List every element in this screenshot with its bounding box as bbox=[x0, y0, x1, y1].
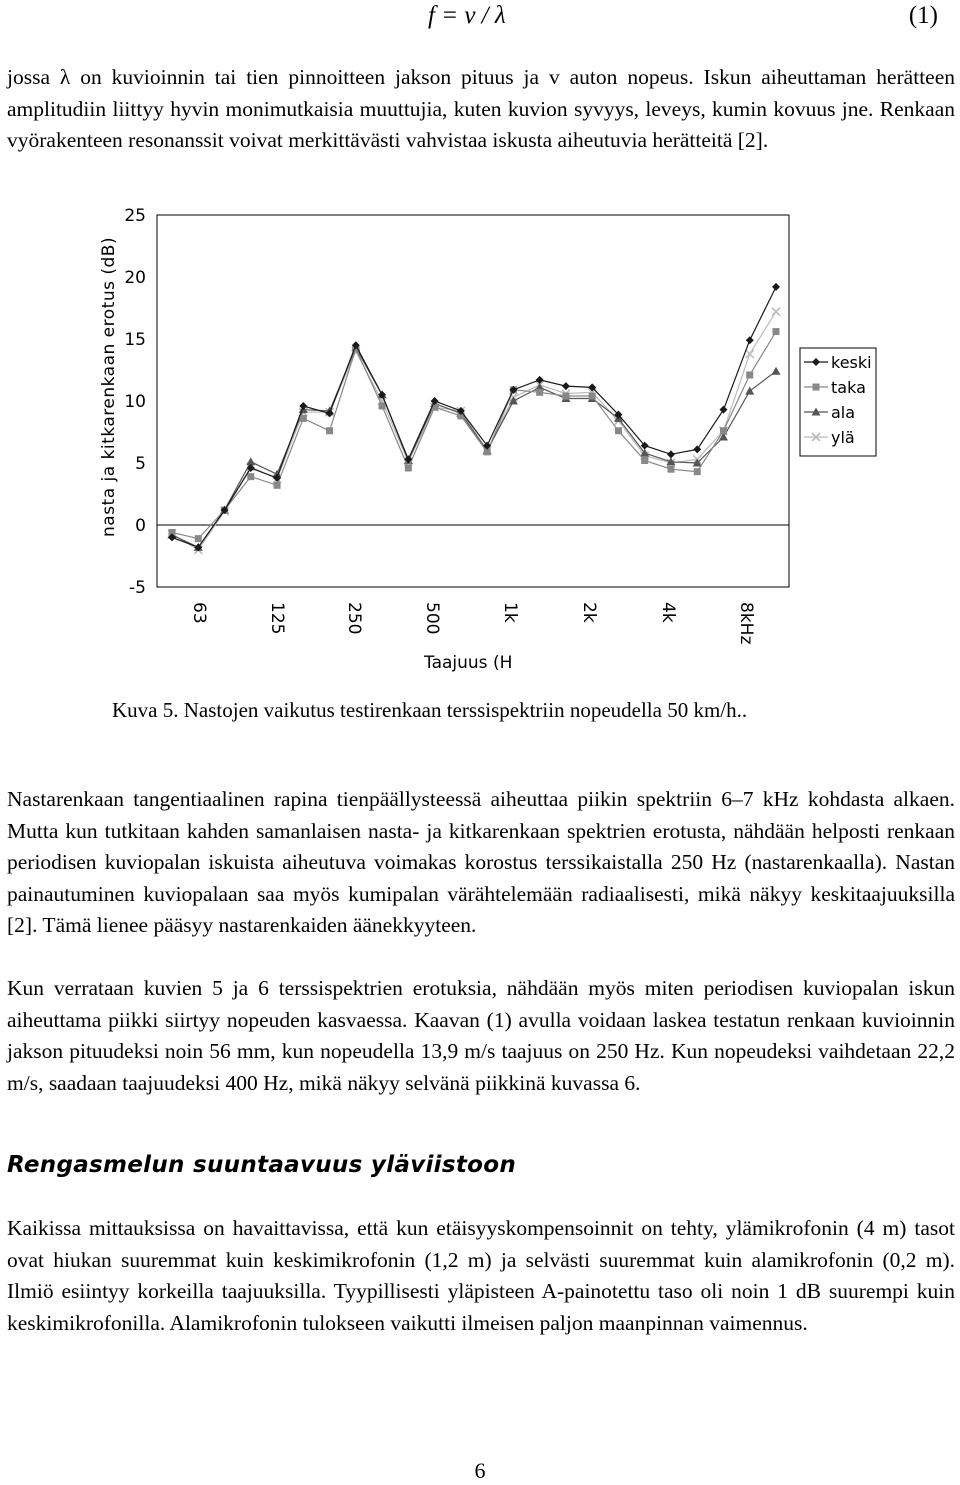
data-point bbox=[719, 406, 727, 414]
x-axis-label: Taajuus (H bbox=[424, 653, 513, 673]
series-line bbox=[172, 287, 776, 547]
series-line bbox=[172, 332, 776, 539]
legend-marker bbox=[813, 384, 820, 391]
legend-label: taka bbox=[831, 378, 866, 397]
series-ala bbox=[168, 343, 781, 551]
data-point bbox=[536, 389, 543, 396]
data-point bbox=[746, 336, 754, 344]
y-axis-label: nasta ja kitkarenkaan erotus (dB) bbox=[99, 236, 119, 537]
data-point bbox=[615, 427, 622, 434]
paragraph-intro: jossa λ on kuvioinnin tai tien pinnoitteen jakson pituus ja v auton nopeus. Iskun aiheuttaman herätteen amplitudiin liittyy hyvin monimutkaisia muuttujia, kuten kuvion syvyys, leveys, kumin kovuus jne. Renkaan vyörakenteen resonanssit voivat merkittävästi vahvistaa iskusta aiheutuvia herätteitä [2]. bbox=[7, 65, 955, 152]
paragraph-comparison: Kun verrataan kuvien 5 ja 6 terssispektrien erotuksia, nähdään myös miten periodisen kuviopalan iskun aiheuttama piikki siirtyy nopeuden kasvaessa. Kaavan (1) avulla voidaan laskea testatun renkaan kuvioinnin jakson pituudeksi noin 56 mm, kun nopeudella 13,9 m/s taajuus on 250 Hz. Kun nopeudeksi vaihdetaan 22,2 m/s, saadaan taajuudeksi 400 Hz, mikä näkyy selvänä piikkinä kuvassa 6. bbox=[7, 976, 955, 1095]
series-keski bbox=[168, 283, 780, 551]
data-point bbox=[746, 371, 753, 378]
x-tick-label: 8kHz bbox=[736, 602, 756, 645]
data-point bbox=[667, 466, 674, 473]
paragraph-analysis: Nastarenkaan tangentiaalinen rapina tienpäällysteessä aiheuttaa piikin spektriin 6–7 kHz kohdasta alkaen. Mutta kun tutkitaan kahden samanlaisen nasta- ja kitkarenkaan spektrien erotusta, nähdään helposti renkaan periodisen kuviopalan iskuista aiheutuva voimakas korostus terssikaistalla 250 Hz (nastarenkaalla). Nastan painautuminen kuviopalaan saa myös kumipalan värähtelemään radiaalisesti, mikä näkyy keskitaajuuksilla [2]. Tämä lienee pääsyy nastarenkaiden äänekkyyteen. bbox=[7, 787, 955, 937]
y-tick-label: 10 bbox=[124, 392, 146, 412]
equation-number: (1) bbox=[908, 2, 938, 29]
data-point bbox=[247, 473, 254, 480]
data-point bbox=[694, 468, 701, 475]
data-point bbox=[195, 535, 202, 542]
x-tick-label: 250 bbox=[344, 602, 364, 635]
figure-caption: Kuva 5. Nastojen vaikutus testirenkaan terssispektriin nopeudella 50 km/h.. bbox=[112, 698, 748, 722]
series-line bbox=[172, 348, 776, 548]
page-number: 6 bbox=[474, 1458, 486, 1483]
data-point bbox=[379, 402, 386, 409]
y-tick-label: 25 bbox=[124, 206, 146, 226]
data-point bbox=[772, 283, 780, 291]
legend-label: keski bbox=[831, 353, 872, 372]
data-point bbox=[405, 464, 412, 471]
data-point bbox=[772, 367, 781, 375]
paragraph-directivity: Kaikissa mittauksissa on havaittavissa, että kun etäisyyskompensoinnit on tehty, ylämikrofonin (4 m) tasot ovat hiukan suuremmat kuin keskimikrofonin (1,2 m) ja selvästi suuremmat kuin alamikrofonin (0,2 m). Ilmiö esiintyy korkeilla taajuuksilla. Tyypillisesti yläpisteen A-painotettu taso oli noin 1 dB suurempi kuin keskimikrofonilla. Alamikrofonin tulokseen vaikutti ilmeisen paljon maanpinnan vaimennus. bbox=[7, 1216, 955, 1335]
series-taka bbox=[169, 328, 780, 542]
x-tick-label: 4k bbox=[658, 602, 678, 623]
x-tick-label: 1k bbox=[500, 602, 520, 623]
data-point bbox=[720, 427, 727, 434]
section-heading: Rengasmelun suuntaavuus yläviistoon bbox=[7, 1152, 517, 1178]
data-point bbox=[745, 387, 754, 395]
data-point bbox=[772, 308, 780, 316]
data-point bbox=[589, 393, 596, 400]
data-point bbox=[562, 382, 570, 390]
x-tick-label: 2k bbox=[579, 602, 599, 623]
data-point bbox=[773, 328, 780, 335]
data-point bbox=[562, 393, 569, 400]
y-tick-label: 5 bbox=[135, 454, 146, 474]
data-point bbox=[641, 457, 648, 464]
data-point bbox=[300, 415, 307, 422]
series-ylä bbox=[168, 308, 780, 554]
y-tick-label: 20 bbox=[124, 268, 146, 288]
legend-label: ala bbox=[831, 403, 856, 422]
figure-chart bbox=[0, 190, 960, 690]
series-line bbox=[172, 312, 776, 550]
equation bbox=[0, 0, 960, 36]
y-tick-label: 0 bbox=[135, 516, 146, 536]
data-point bbox=[693, 445, 701, 453]
legend-label: ylä bbox=[831, 428, 855, 447]
x-tick-label: 500 bbox=[422, 602, 442, 635]
equation-formula: f = v / λ bbox=[428, 2, 506, 29]
x-tick-label: 125 bbox=[267, 602, 287, 635]
data-point bbox=[274, 482, 281, 489]
data-point bbox=[746, 350, 754, 358]
plot-area bbox=[157, 215, 789, 587]
data-point bbox=[667, 450, 675, 458]
y-tick-label: 15 bbox=[124, 330, 146, 350]
y-tick-label: -5 bbox=[129, 578, 146, 598]
data-point bbox=[326, 427, 333, 434]
x-tick-label: 63 bbox=[189, 602, 209, 624]
